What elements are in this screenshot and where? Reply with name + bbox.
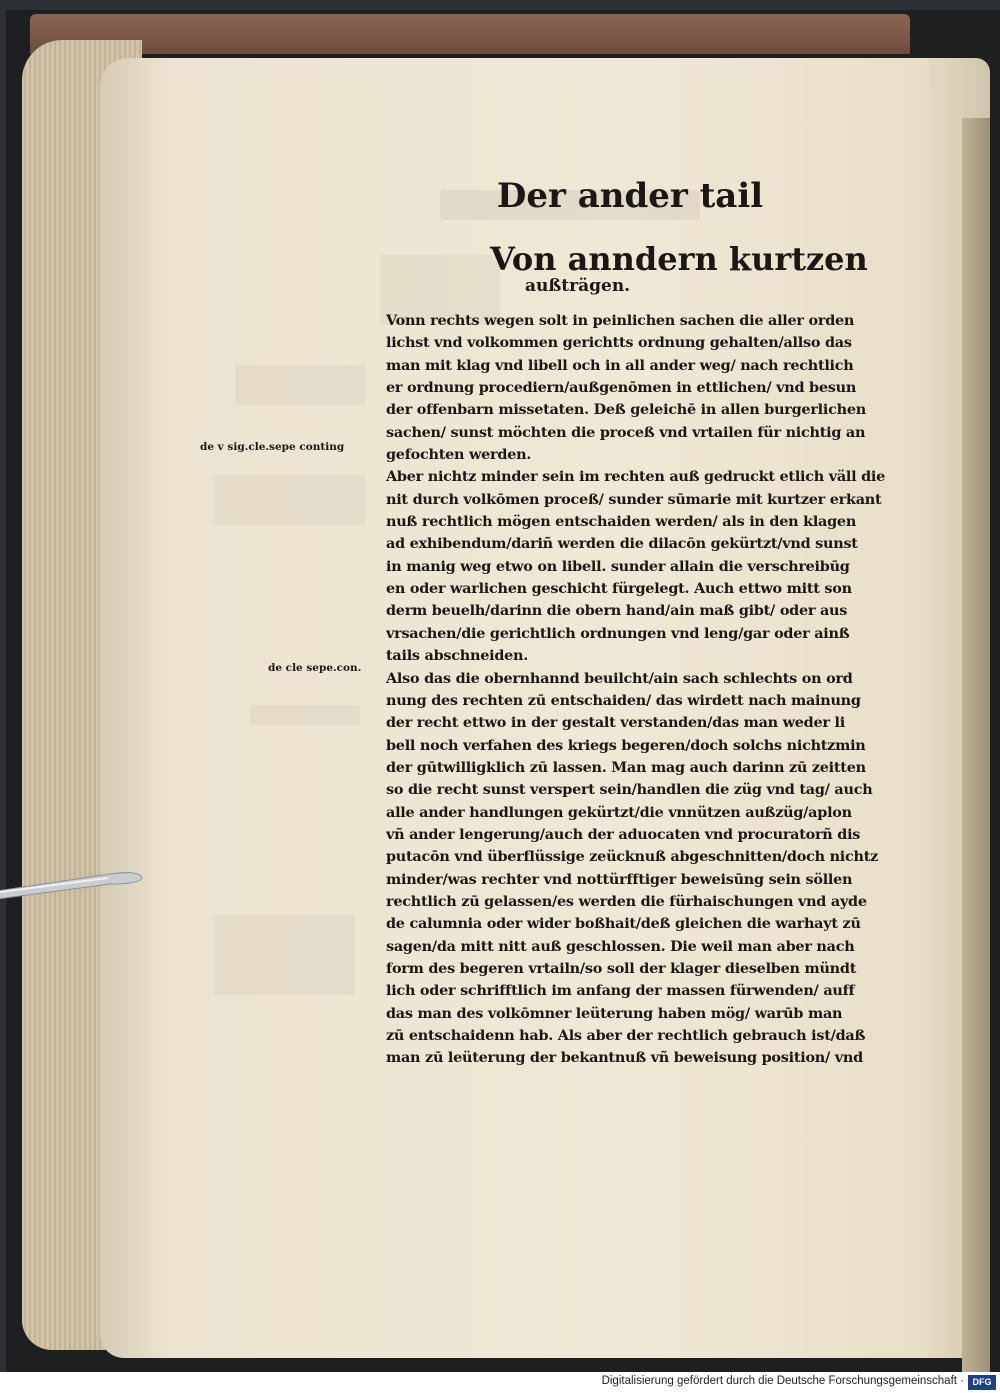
text-line: form des begeren vrtailn/so soll der klager dieselben mündt <box>386 959 857 977</box>
text-line: nit durch volkōmen proceß/ sunder sūmarie mit kurtzer erkant <box>386 490 882 508</box>
text-line: derm beuelh/darinn die obern hand/ain maß gibt/ oder aus <box>386 602 848 620</box>
margin-note: de v sig.cle.sepe conting <box>200 441 345 453</box>
section-title: Von anndern kurtzen <box>490 240 868 278</box>
text-line: das man des volkōmner leüterung haben mög/ warūb man <box>386 1004 843 1022</box>
text-line: lichst vnd volkommen gerichtts ordnung gehalten/allso das <box>386 334 852 352</box>
text-line: er ordnung procediern/außgenōmen in ettlichen/ vnd besun <box>386 379 857 397</box>
dfg-logo: DFG <box>968 1375 996 1390</box>
page-weight-pointer <box>0 870 150 900</box>
text-line: nuß rechtlich mögen entschaiden werden/ als in den klagen <box>386 513 857 531</box>
section-subtitle: außträgen. <box>525 276 631 296</box>
margin-note: de cle sepe.con. <box>268 662 362 674</box>
text-line: de calumnia oder wider boßhait/deß gleichen die warhayt zū <box>386 915 861 933</box>
bleed-through <box>215 915 355 995</box>
bleed-through <box>215 475 365 525</box>
bleed-through <box>235 365 365 405</box>
text-line: Aber nichtz minder sein im rechten auß gedruckt etlich väll die <box>386 468 886 486</box>
text-line: en oder warlichen geschicht fürgelegt. Auch ettwo mitt son <box>386 580 852 598</box>
text-line: in manig weg etwo on libell. sunder allain die verschreibūg <box>386 557 850 575</box>
text-line: vrsachen/die gerichtlich ordnungen vnd leng/gar oder ainß <box>386 624 850 642</box>
text-line: alle ander handlungen gekürtzt/die vnnützen außzüg/aplon <box>386 803 852 821</box>
text-line: Also das die obernhannd beuilcht/ain sach schlechts on ord <box>386 669 853 687</box>
text-line: nung des rechten zū entschaiden/ das wirdett nach mainung <box>386 691 861 709</box>
footer-bar <box>0 1372 1000 1393</box>
text-line: tails abschneiden. <box>386 647 529 665</box>
text-line: der gūtwilligklich zū lassen. Man mag auch darinn zū zeitten <box>386 758 866 776</box>
text-line: der recht ettwo in der gestalt verstanden/das man weder li <box>386 714 845 732</box>
page-gutter <box>962 118 990 1372</box>
text-line: man zū leüterung der bekantnuß vñ beweisung position/ vnd <box>386 1049 863 1067</box>
body-text <box>386 310 910 1070</box>
text-line: gefochten werden. <box>386 446 532 464</box>
text-line: vñ ander lengerung/auch der aduocaten vnd procuratorñ dis <box>386 825 861 843</box>
footer-credit: Digitalisierung gefördert durch die Deutsche Forschungsgemeinschaft · <box>601 1375 964 1387</box>
text-line: lich oder schrifftlich im anfang der massen fürwenden/ auff <box>386 982 855 1000</box>
text-line: ad exhibendum/dariñ werden die dilacōn gekürtzt/vnd sunst <box>386 535 858 553</box>
bookmark-slip <box>930 66 938 88</box>
bleed-through <box>250 705 360 725</box>
text-line: der offenbarn missetaten. Deß geleichē in allen burgerlichen <box>386 401 866 419</box>
text-line: zū entschaidenn hab. Als aber der rechtlich gebrauch ist/daß <box>386 1027 866 1044</box>
text-line: Vonn rechts wegen solt in peinlichen sachen die aller orden <box>386 312 855 329</box>
text-line: so die recht sunst verspert sein/handlen die züg vnd tag/ auch <box>386 781 873 799</box>
text-line: minder/was rechter vnd nottürfftiger beweisūng sein söllen <box>386 870 853 888</box>
text-line: rechtlich zū gelassen/es werden die fürhaischungen vnd ayde <box>386 892 867 910</box>
text-line: putacōn vnd überflüssige zeücknuß abgeschnitten/doch nichtz <box>386 848 879 866</box>
text-line: bell noch verfahen des kriegs begeren/doch solchs nichtzmin <box>386 736 866 754</box>
running-title: Der ander tail <box>496 176 764 216</box>
text-line: sagen/da mitt nitt auß geschlossen. Die weil man aber nach <box>386 937 855 955</box>
text-line: man mit klag vnd libell och in all ander weg/ nach rechtlich <box>386 356 854 374</box>
text-line: sachen/ sunst möchten die proceß vnd vrtailen für nichtig an <box>386 423 866 441</box>
book-cover-edge <box>30 14 910 54</box>
